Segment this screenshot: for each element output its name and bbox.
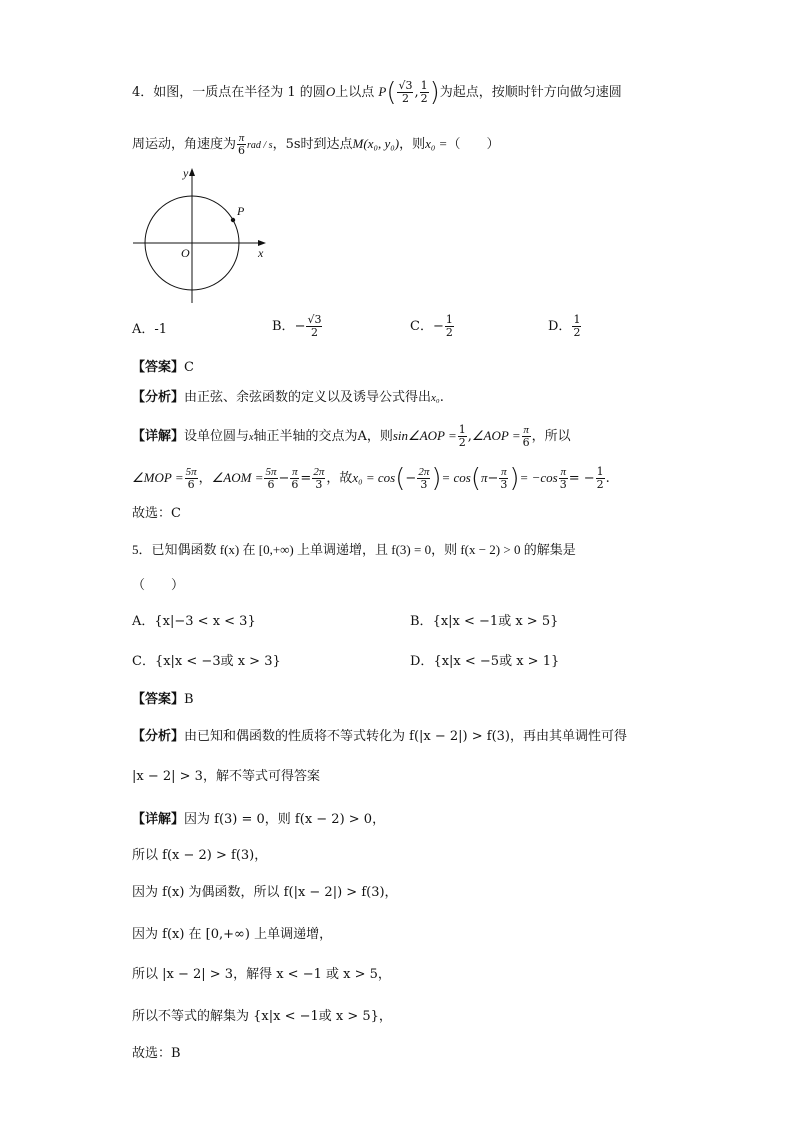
q5-detail-line2: 所以 f(x − 2) > f(3)， <box>132 848 268 863</box>
q5-option-a: A．{x|−3 < x < 3} <box>132 614 256 629</box>
q5-analysis-line2: |x − 2| > 3，解不等式可得答案 <box>132 769 320 784</box>
option-b: B．− $\frac{√3}{2}$ <box>272 313 322 339</box>
p-x-fraction: $\frac{√3}{2}$ <box>398 79 413 105</box>
q5-option-b: B．{x|x < −1或 x > 5} <box>410 614 559 629</box>
point-p <box>231 218 235 222</box>
q5-detail-line4: 因为 f(x) 在 [0,+∞) 上单调递增， <box>132 927 333 942</box>
q5-option-d: D．{x|x < −5或 x > 1} <box>410 654 560 669</box>
q4-detail-line2: ∠MOP = $\frac{5\pi}{6}$ ，∠AOM = $\frac{5\pi}{6}$ − $\frac{\pi}{6}$ = $\frac{2\pi}{3}$ ，故x₀ = cos(− $\frac{2\pi}{3}$ )= cos(π− $\frac{\pi}{3}$ )= −cos $\frac{\pi}{3}$ = − $\frac{1}{2}$ . <box>132 463 610 494</box>
option-a: A．-1 <box>132 322 168 337</box>
q5-detail-line1: 【详解】因为 f(3) = 0，则 f(x − 2) > 0， <box>132 812 386 827</box>
x-label: x <box>258 246 264 260</box>
p-label: P <box>237 204 245 218</box>
q4-choose: 故选：C <box>132 506 181 521</box>
q5-detail-line6: 所以不等式的解集为 {x|x < −1或 x > 5}， <box>132 1009 392 1024</box>
q4-analysis: 【分析】由正弦、余弦函数的定义以及诱导公式得出x₀. <box>132 390 444 405</box>
q4-detail-line1: 【详解】设单位圆与x轴正半轴的交点为A，则sin∠AOP = $\frac{1}{2}$ ,∠AOP = $\frac{\pi}{6}$ ，所以 <box>132 423 571 449</box>
y-label: y <box>183 166 189 180</box>
unit-circle-figure <box>128 165 273 305</box>
q5-answer: 【答案】B <box>132 692 194 707</box>
q5-detail-line5: 所以 |x − 2| > 3，解得 x < −1 或 x > 5， <box>132 967 391 982</box>
q4-stem-line2: 周运动，角速度为 $\frac{\pi}{6}$ rad / s，5s时到达点M(x₀, y₀)，则x₀ =（ ） <box>132 132 500 157</box>
q5-option-c: C．{x|x < −3或 x > 3} <box>132 654 281 669</box>
q4-answer: 【答案】C <box>132 360 194 375</box>
q5-choose: 故选：B <box>132 1046 181 1061</box>
y-axis-arrow <box>189 168 195 176</box>
omega-fraction: $\frac{\pi}{6}$ <box>238 132 246 157</box>
q5-analysis-line1: 【分析】由已知和偶函数的性质将不等式转化为 f(|x − 2|) > f(3)，再由其单调性可得 <box>132 729 628 744</box>
p-y-fraction: $\frac{1}{2}$ <box>420 79 428 105</box>
q5-paren: （ ） <box>132 578 185 593</box>
option-c: C．− $\frac{1}{2}$ <box>410 313 453 339</box>
option-d: D． $\frac{1}{2}$ <box>548 313 581 339</box>
q5-stem: 5．已知偶函数 f(x) 在 [0,+∞) 上单调递增，且 f(3) = 0，则 f(x − 2) > 0 的解集是 <box>132 542 576 557</box>
origin-label: O <box>181 246 190 260</box>
q5-detail-line3: 因为 f(x) 为偶函数，所以 f(|x − 2|) > f(3)， <box>132 885 398 900</box>
q4-stem-line1: 4．如图，一质点在半径为 1 的圆O上以点 P( $\frac{√3}{2}$ , $\frac{1}{2}$ )为起点，按顺时针方向做匀速圆 <box>132 77 622 108</box>
